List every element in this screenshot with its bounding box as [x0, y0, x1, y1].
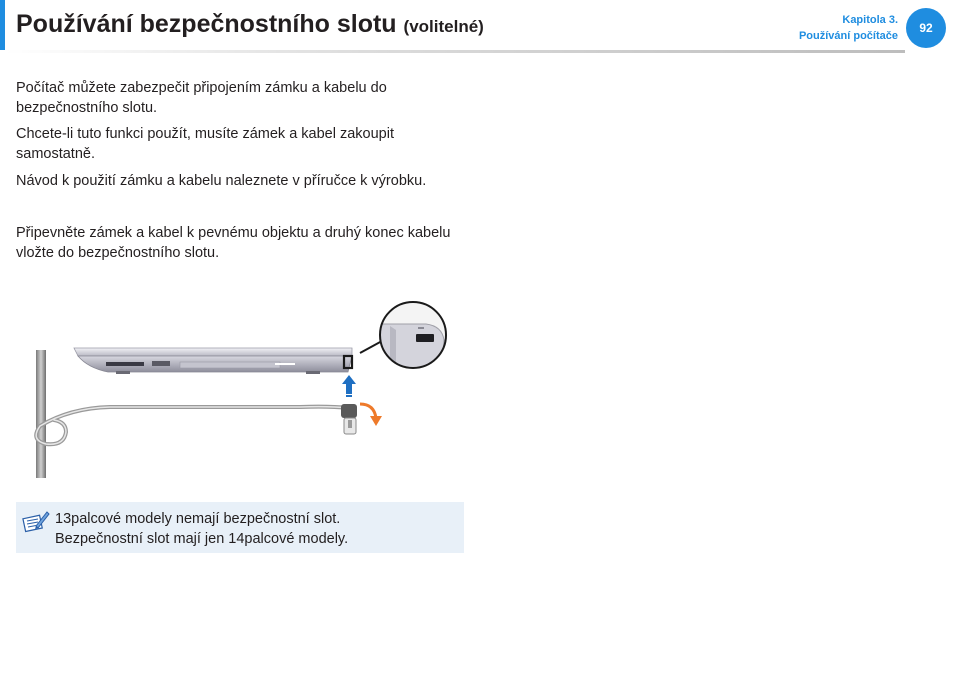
chapter-title: Používání počítače: [798, 30, 898, 42]
up-arrow-icon: [342, 375, 356, 397]
note-line-2: Bezpečnostní slot mají jen 14palcové modely.: [55, 531, 349, 547]
note-text: [55, 509, 348, 549]
note-box: [16, 502, 464, 553]
header-accent-bar: [0, 0, 5, 50]
paragraph-intro: Počítač můžete zabezpečit připojením zámku a kabelu do bezpečnostního slotu.: [16, 80, 387, 116]
paragraph-manual: Návod k použití zámku a kabelu naleznete v příručce k výrobku.: [16, 173, 427, 189]
page-title: [16, 10, 484, 39]
laptop-side-view: [74, 348, 352, 374]
chapter-number: Kapitola 3.: [842, 14, 898, 26]
page-number-badge: 92: [906, 8, 946, 48]
header-rule: [5, 50, 905, 53]
paragraph-purchase: Chcete-li tuto funkci použít, musíte zámek a kabel zakoupit samostatně.: [16, 126, 394, 162]
title-suffix: (volitelné): [403, 17, 484, 36]
note-line-1: 13palcové modely nemají bezpečnostní slot.: [55, 511, 341, 527]
pole: [36, 350, 46, 478]
security-slot-zoom: [380, 302, 446, 368]
security-slot-illustration: [30, 296, 460, 482]
paragraph-instruction: Připevněte zámek a kabel k pevnému objektu a druhý konec kabelu vložte do bezpečnostního slotu.: [16, 225, 451, 261]
rotate-arrow-icon: [360, 404, 382, 426]
title-main: Používání bezpečnostního slotu: [16, 10, 397, 38]
chapter-info: [799, 12, 898, 44]
note-pencil-icon: [22, 508, 50, 536]
cable-lock: [341, 404, 357, 434]
